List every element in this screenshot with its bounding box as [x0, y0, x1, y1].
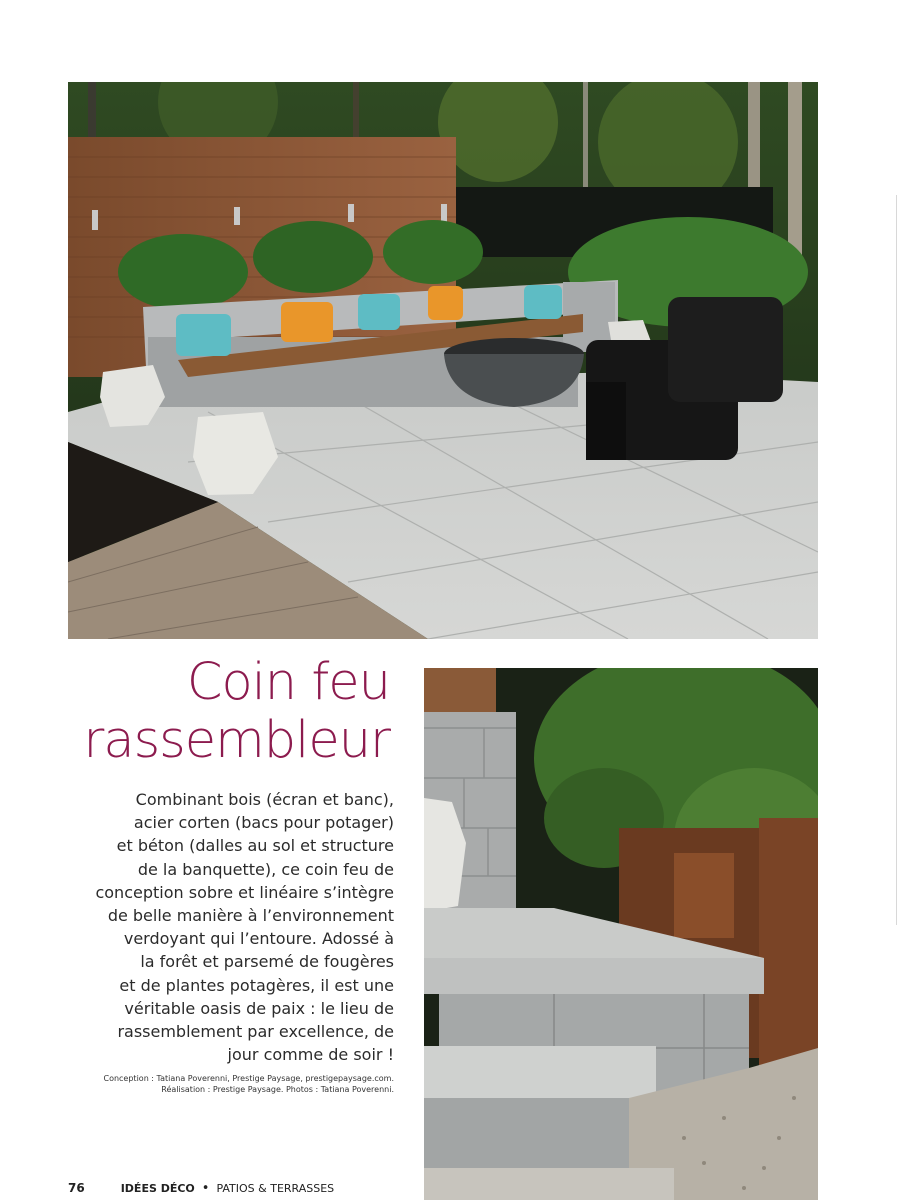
section-name: PATIOS & TERRASSES	[216, 1181, 335, 1195]
body-line: rassemblement par excellence, de	[117, 1022, 394, 1042]
title-line: rassembleur	[83, 711, 390, 770]
body-line: la forêt et parsemé de fougères	[140, 952, 394, 972]
body-line: et de plantes potagères, il est une	[119, 975, 394, 995]
side-photo	[424, 668, 818, 1200]
body-line: de belle manière à l’environnement	[107, 906, 394, 926]
body-line: véritable oasis de paix : le lieu de	[124, 998, 394, 1018]
article-title	[60, 654, 390, 770]
page-edge-divider	[896, 195, 897, 925]
body-line: verdoyant qui l’entoure. Adossé à	[123, 929, 394, 949]
article-body	[68, 788, 394, 1066]
footer-separator: •	[201, 1180, 210, 1196]
body-line: de la banquette), ce coin feu de	[137, 859, 394, 879]
body-line: jour comme de soir !	[227, 1045, 394, 1065]
body-line: acier corten (bacs pour potager)	[133, 813, 394, 833]
credits-line: Conception : Tatiana Poverenni, Prestige Paysage, prestigepaysage.com.	[103, 1074, 394, 1083]
body-line: Combinant bois (écran et banc),	[135, 790, 394, 809]
body-line: conception sobre et linéaire s’intègre	[95, 882, 394, 902]
page-number: 76	[68, 1181, 85, 1195]
page-footer	[68, 1180, 334, 1196]
hero-photo	[68, 82, 818, 639]
body-line: et béton (dalles au sol et structure	[116, 836, 394, 856]
magazine-name: IDÉES DÉCO	[120, 1181, 195, 1195]
credits-line: Réalisation : Prestige Paysage. Photos : Tatiana Poverenni.	[161, 1085, 394, 1094]
photo-credits	[40, 1073, 394, 1095]
title-line: Coin feu	[186, 653, 390, 712]
